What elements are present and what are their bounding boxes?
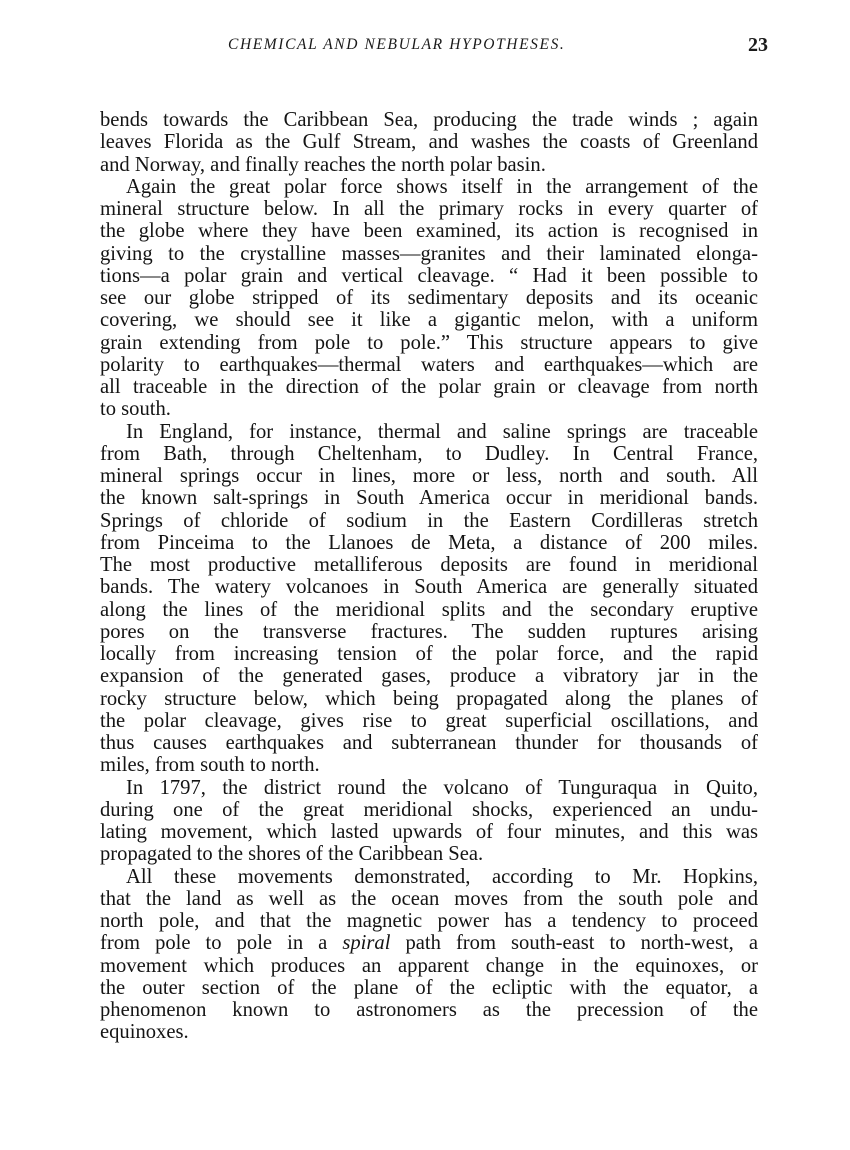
text-line: All these movements demonstrated, according to Mr. Hopkins, — [126, 865, 758, 888]
paragraph — [100, 777, 758, 866]
text-line: the outer section of the plane of the ecliptic with the equator, a — [100, 976, 758, 999]
emphasis: spiral — [342, 932, 391, 955]
text-line: all traceable in the direction of the polar grain or cleavage from north — [100, 376, 758, 398]
paragraph — [100, 109, 758, 176]
text-line: rocky structure below, which being propagated along the planes of — [100, 687, 758, 710]
text-line: movement which produces an apparent change in the equinoxes, or — [100, 954, 758, 977]
text-line: the polar cleavage, gives rise to great superficial oscillations, and — [100, 709, 758, 732]
text-line: the known salt-springs in South America occur in meridional bands. — [100, 487, 758, 510]
text-line: from Bath, through Cheltenham, to Dudley. In Central France, — [100, 442, 758, 465]
text-line: the globe where they have been examined, its action is recognised in — [100, 220, 758, 243]
body-text — [100, 109, 758, 1044]
text-line: pores on the transverse fractures. The sudden ruptures arising — [100, 620, 758, 643]
text-line: to south. — [100, 398, 171, 421]
page-number: 23 — [748, 34, 768, 56]
text-line: from Pinceima to the Llanoes de Meta, a distance of 200 miles. — [100, 531, 758, 554]
text-line: lating movement, which lasted upwards of four minutes, and this was — [100, 821, 758, 843]
text-line: Again the great polar force shows itself in the arrangement of the — [126, 175, 758, 198]
text-line: north pole, and that the magnetic power has a tendency to proceed — [100, 910, 758, 932]
text-line: and Norway, and finally reaches the north polar basin. — [100, 153, 546, 176]
text-line: covering, we should see it like a gigantic melon, with a uniform — [100, 309, 758, 332]
text-line: expansion of the generated gases, produce a vibratory jar in the — [100, 665, 758, 688]
text-line: The most productive metalliferous deposits are found in meridional — [100, 554, 758, 576]
text-line: giving to the crystalline masses—granites and their laminated elonga- — [100, 242, 758, 265]
text-line: propagated to the shores of the Caribbean Sea. — [100, 843, 484, 866]
text-line: from pole to pole in a spiral path from south-east to north-west, a — [100, 932, 759, 955]
text-line: In 1797, the district round the volcano of Tunguraqua in Quito, — [126, 776, 758, 799]
text-line: In England, for instance, thermal and saline springs are traceable — [126, 420, 758, 443]
running-head — [228, 36, 768, 66]
text-line: along the lines of the meridional splits and the secondary eruptive — [100, 598, 758, 621]
text-line: thus causes earthquakes and subterranean thunder for thousands of — [100, 732, 758, 754]
paragraph — [100, 176, 758, 421]
paragraph — [100, 866, 758, 1044]
text-line: leaves Florida as the Gulf Stream, and washes the coasts of Greenland — [100, 131, 758, 154]
text-line: Springs of chloride of sodium in the Eastern Cordilleras stretch — [100, 509, 758, 532]
text-line: see our globe stripped of its sedimentary deposits and its oceanic — [100, 287, 758, 309]
running-title: CHEMICAL AND NEBULAR HYPOTHESES. — [228, 36, 566, 53]
text-line: during one of the great meridional shocks, experienced an undu- — [100, 798, 758, 821]
text-line: that the land as well as the ocean moves from the south pole and — [100, 887, 758, 910]
text-line: grain extending from pole to pole.” This structure appears to give — [100, 331, 758, 354]
paragraph — [100, 421, 758, 777]
text-line: phenomenon known to astronomers as the precession of the — [100, 999, 758, 1021]
text-line: bands. The watery volcanoes in South America are generally situated — [100, 576, 758, 599]
text-line: locally from increasing tension of the polar force, and the rapid — [100, 643, 758, 665]
text-line: mineral structure below. In all the primary rocks in every quarter of — [100, 198, 758, 220]
text-line: bends towards the Caribbean Sea, producing the trade winds ; again — [100, 109, 758, 131]
text-line: polarity to earthquakes—thermal waters and earthquakes—which are — [100, 353, 758, 376]
text-line: miles, from south to north. — [100, 754, 320, 777]
text-line: mineral springs occur in lines, more or less, north and south. All — [100, 465, 758, 487]
text-line: equinoxes. — [100, 1021, 189, 1044]
text-line: tions—a polar grain and vertical cleavage. “ Had it been possible to — [100, 264, 758, 287]
